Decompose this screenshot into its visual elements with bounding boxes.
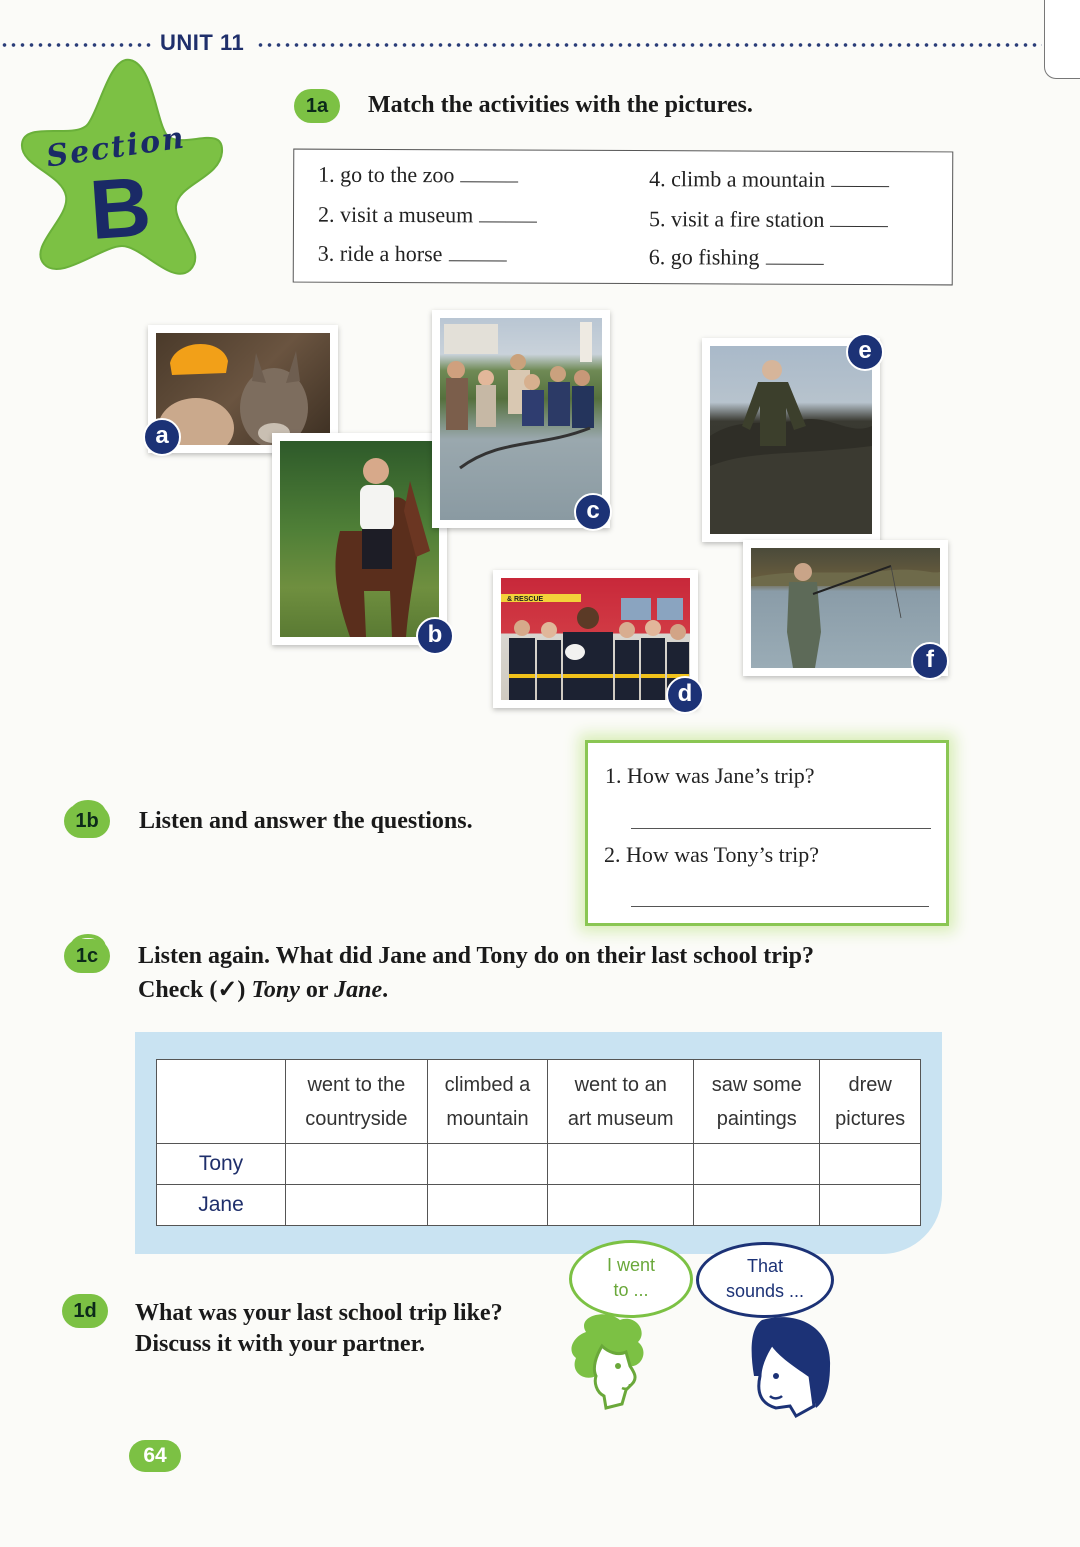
photo-label-c: c (574, 493, 612, 531)
column-header: went to an art museum (548, 1060, 694, 1144)
girl-character-icon (566, 1312, 656, 1420)
activity-badge-1a: 1a (294, 89, 340, 123)
photo-label-d: d (666, 676, 704, 714)
page-number: 64 (129, 1440, 181, 1472)
instruction-1d-line2: Discuss it with your partner. (135, 1331, 426, 1357)
column-header: saw some paintings (694, 1060, 820, 1144)
photo-label-e: e (846, 333, 884, 371)
answer-blank[interactable] (460, 179, 518, 182)
boy-character-icon (736, 1316, 836, 1420)
check-cell[interactable] (548, 1144, 694, 1185)
activity-badge-1d: 1d (62, 1294, 108, 1328)
answer-blank[interactable] (479, 219, 537, 222)
check-cell[interactable] (694, 1144, 820, 1185)
instruction-1a: Match the activities with the pictures. (368, 92, 753, 118)
activity-badge-1c: 1c (64, 939, 110, 973)
match-item: 2. visit a museum (318, 202, 537, 229)
table-row (157, 1185, 921, 1226)
questions-box (585, 740, 949, 926)
answer-blank[interactable] (830, 224, 888, 227)
photo-mountain (702, 338, 880, 542)
speech-bubble-left: I went to ... (569, 1240, 693, 1318)
check-cell[interactable] (427, 1144, 548, 1185)
header-dots-left (0, 42, 155, 48)
photo-label-b: b (416, 617, 454, 655)
match-item: 1. go to the zoo (318, 162, 518, 189)
name-tony: Tony (251, 977, 300, 1003)
table-row (157, 1144, 921, 1185)
check-cell[interactable] (548, 1185, 694, 1226)
activity-badge-1b: 1b (64, 804, 110, 838)
column-header: drew pictures (820, 1060, 921, 1144)
instruction-1d-line1: What was your last school trip like? (135, 1300, 503, 1326)
match-item: 5. visit a fire station (649, 206, 888, 233)
truck-sign: & RESCUE (507, 596, 544, 603)
column-header: went to the countryside (286, 1060, 428, 1144)
check-cell[interactable] (820, 1144, 921, 1185)
section-star (18, 56, 228, 278)
check-cell[interactable] (286, 1144, 428, 1185)
row-label-jane: Jane (157, 1185, 286, 1226)
section-letter: B (86, 158, 154, 258)
row-label-tony: Tony (157, 1144, 286, 1185)
answer-blank[interactable] (831, 184, 889, 187)
table-header-row (157, 1060, 921, 1144)
match-item: 3. ride a horse (318, 241, 507, 268)
answer-blank[interactable] (765, 262, 823, 265)
speech-bubble-right: That sounds ... (696, 1242, 834, 1318)
answer-blank[interactable] (448, 258, 506, 261)
answer-line-2[interactable] (631, 906, 929, 907)
column-header: climbed a mountain (427, 1060, 548, 1144)
match-box (293, 149, 954, 286)
instruction-1b: Listen and answer the questions. (139, 808, 473, 834)
photo-label-f: f (911, 642, 949, 680)
check-cell[interactable] (286, 1185, 428, 1226)
match-item: 6. go fishing (649, 244, 824, 271)
photo-label-a: a (143, 418, 181, 456)
section-word: Section (44, 120, 188, 175)
table-corner-cell (157, 1060, 286, 1144)
page-corner-tab (1044, 0, 1080, 79)
check-cell[interactable] (820, 1185, 921, 1226)
check-cell[interactable] (427, 1185, 548, 1226)
question-2: 2. How was Tony’s trip? (604, 842, 819, 867)
unit-label: UNIT 11 (160, 30, 245, 55)
check-table (156, 1059, 921, 1226)
photo-horse (272, 433, 447, 645)
instruction-1c-line1: Listen again. What did Jane and Tony do on their last school trip? (138, 943, 814, 969)
header-dots-right (256, 42, 1042, 48)
question-1: 1. How was Jane’s trip? (605, 763, 815, 788)
check-cell[interactable] (694, 1185, 820, 1226)
match-item: 4. climb a mountain (649, 166, 889, 193)
name-jane: Jane (334, 977, 383, 1003)
instruction-1c-line2: Check (✓) Tony or Jane. (138, 977, 389, 1003)
answer-line-1[interactable] (631, 828, 931, 829)
